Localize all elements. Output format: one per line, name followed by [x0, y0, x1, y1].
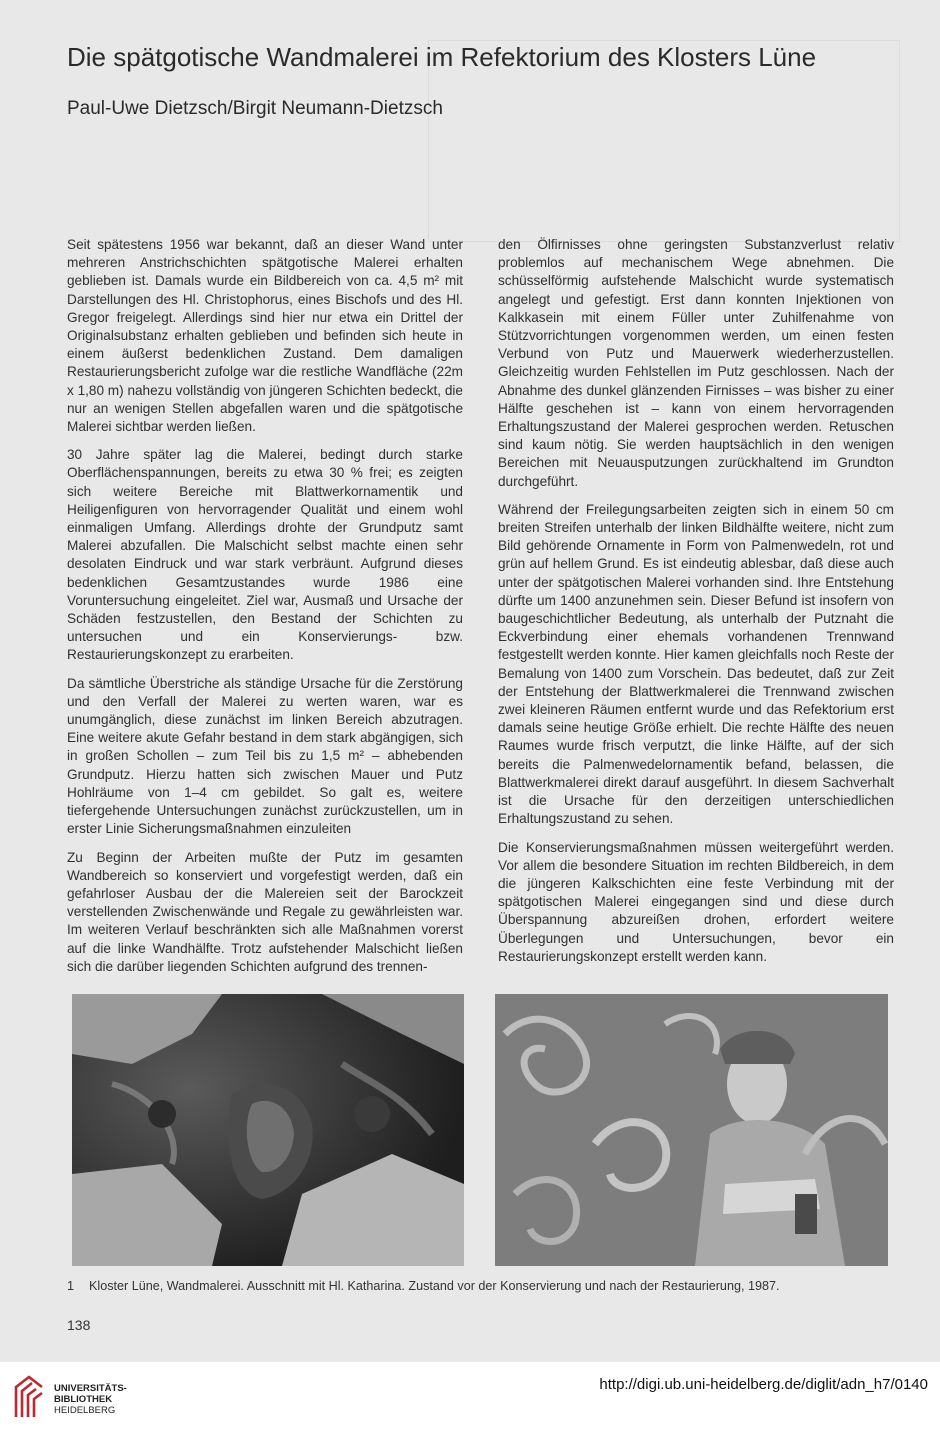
article-title: Die spätgotische Wandmalerei im Refektorium des Klosters Lüne [67, 42, 817, 72]
viewer-footer [0, 1362, 940, 1432]
figure-caption [67, 1279, 779, 1293]
page-number: 138 [67, 1317, 91, 1333]
paragraph: Während der Freilegungsarbeiten zeigten sich in einem 50 cm breiten Streifen unterhalb der linken Bildhälfte weitere, nicht zum Bild gehörende Ornamente in Form von Palmenwedeln, rot und grün auf hellem Grund. Es ist eindeutig ablesbar, daß diese auch unter der spätgotischen Malerei vorhanden sind. Ihre Entstehung dürfte um 1400 anzunehmen sein. Dieser Befund ist insofern von baugeschichtlicher Bedeutung, als unterhalb der Putznaht die Eckverbindung einer ehemals vorhandenen Trennwand festgestellt werden konnte. Hier kamen gleichfalls noch Reste der Bemalung von 1400 zum Vorschein. Das bedeutet, daß zur Zeit der Entstehung der Blattwerkmalerei die Trennwand zwischen zwei kleineren Räumen entfernt wurde und das Refektorium erst damals seine heutige Größe erhielt. Die rechte Hälfte des neuen Raumes wurde frisch verputzt, die linke Hälfte, auf der sich bereits die Palmenwedelornamentik befand, belassen, die Blattwerkmalerei direkt darauf ausgeführt. In diesem Sachverhalt ist die Ursache für den derzeitigen unterschiedlichen Erhaltungszustand zu sehen. [498, 501, 894, 827]
library-name [54, 1383, 127, 1416]
source-url[interactable]: http://digi.ub.uni-heidelberg.de/diglit/adn_h7/0140 [599, 1376, 928, 1393]
library-name-line: UNIVERSITÄTS- [54, 1383, 127, 1394]
paragraph: 30 Jahre später lag die Malerei, bedingt durch starke Oberflächenspannungen, bereits zu etwa 30 % frei; es zeigten sich weitere Bereiche mit Blattwerkornamentik und Heiligenfiguren von hervorragender Qualität und einem wohl einmaligen Umfang. Allerdings drohte der Grundputz samt Malerei abzufallen. Die Malschicht selbst machte einen sehr desolaten Eindruck und war stark verbräunt. Aufgrund dieses bedenklichen Gesamtzustandes wurde 1986 eine Voruntersuchung eingeleitet. Ziel war, Ausmaß und Ursache der Schäden festzustellen, den Bestand der Schichten zu untersuchen und ein Konservierungs- bzw. Restaurierungskonzept zu erarbeiten. [67, 447, 463, 663]
figure-number: 1 [67, 1279, 75, 1293]
library-name-line: BIBLIOTHEK [54, 1394, 113, 1405]
text-column-right [498, 236, 894, 976]
library-name-line: HEIDELBERG [54, 1405, 116, 1416]
figure-photo-after [495, 994, 888, 1266]
paragraph: Die Konservierungsmaßnahmen müssen weitergeführt werden. Vor allem die besondere Situation im rechten Bildbereich, in dem die jüngeren Kalkschichten eine feste Verbindung mit der spätgotischen Malerei eingegangen sind und diese durch Überspannung abzureißen drohen, erfordert weitere Überlegungen und Untersuchungen, bevor ein Restaurierungskonzept erstellt werden kann. [498, 839, 894, 964]
paragraph: Zu Beginn der Arbeiten mußte der Putz im gesamten Wandbereich so konserviert und vorgefestigt werden, daß ein gefahrloser Ausbau der die Malereien seit der Barockzeit verstellenden Zwischenwände und Regale zu gewährleisten war. Im weiteren Verlauf beschränkten sich alle Maßnahmen vorerst auf die linke Wandhälfte. Trotz aufstehender Malschicht ließen sich die darüber liegenden Schichten aufgrund des trennen- [67, 849, 463, 974]
paragraph: Da sämtliche Überstriche als ständige Ursache für die Zerstörung und den Verfall der Malerei zu werten waren, war es unumgänglich, diese zunächst im linken Bereich abzutragen. Eine weitere akute Gefahr bestand in dem stark abgängigen, sich in großen Schollen – zum Teil bis zu 1,5 m² – abhebenden Grundputz. Hierzu hatten sich zwischen Mauer und Putz Hohlräume von 1–4 cm gebildet. So galt es, weitere tiefergehende Untersuchungen zunächst zurückzustellen, um in erster Linie Sicherungsmaßnahmen einzuleiten [67, 675, 463, 837]
text-column-left [67, 236, 463, 986]
library-logo-icon [12, 1373, 46, 1419]
figure-photo-before [72, 994, 464, 1266]
paragraph: Seit spätestens 1956 war bekannt, daß an dieser Wand unter mehreren Anstrichschichten spätgotische Malerei erhalten geblieben ist. Damals wurde ein Bildbereich von ca. 4,5 m² mit Darstellungen des Hl. Christophorus, eines Bischofs und des Hl. Gregor freigelegt. Allerdings sind hier nur etwa ein Drittel der Originalsubstanz erhalten geblieben und befinden sich heute in einem äußerst bedenklichen Zustand. Dem damaligen Restaurierungsbericht zufolge war die restliche Wandfläche (22m x 1,80 m) nahezu vollständig von jüngeren Schichten bedeckt, die nur an wenigen Stellen abgefallen waren und die spätgotische Malerei sichtbar werden ließen. [67, 237, 463, 435]
figure-caption-text: Kloster Lüne, Wandmalerei. Ausschnitt mit Hl. Katharina. Zustand vor der Konservierung und nach der Restaurierung, 1987. [89, 1279, 780, 1293]
paragraph: den Ölfirnisses ohne geringsten Substanzverlust relativ problemlos auf mechanischem Wege abnehmen. Die schüsselförmig aufstehende Malschicht wurde systematisch angelegt und gefestigt. Erst dann konnten Injektionen von Kalkkasein mit einem Füller unter Zuhilfenahme von Stützvorrichtungen vorgenommen werden, um einen festen Verbund von Putz und Mauerwerk wiederherzustellen. Gleichzeitig wurden Fehlstellen im Putz geschlossen. Nach der Abnahme des dunkel glänzenden Firnisses – was bisher zu einer Hälfte geschehen ist – kann von einem hervorragenden Erhaltungszustand der Malerei gesprochen werden. Retuschen sind kaum nötig. Sie werden hauptsächlich in den wenigen Bereichen mit Neuausputzungen zurückhaltend im Grundton durchgeführt. [498, 237, 894, 489]
article-authors: Paul-Uwe Dietzsch/Birgit Neumann-Dietzsch [67, 98, 443, 119]
